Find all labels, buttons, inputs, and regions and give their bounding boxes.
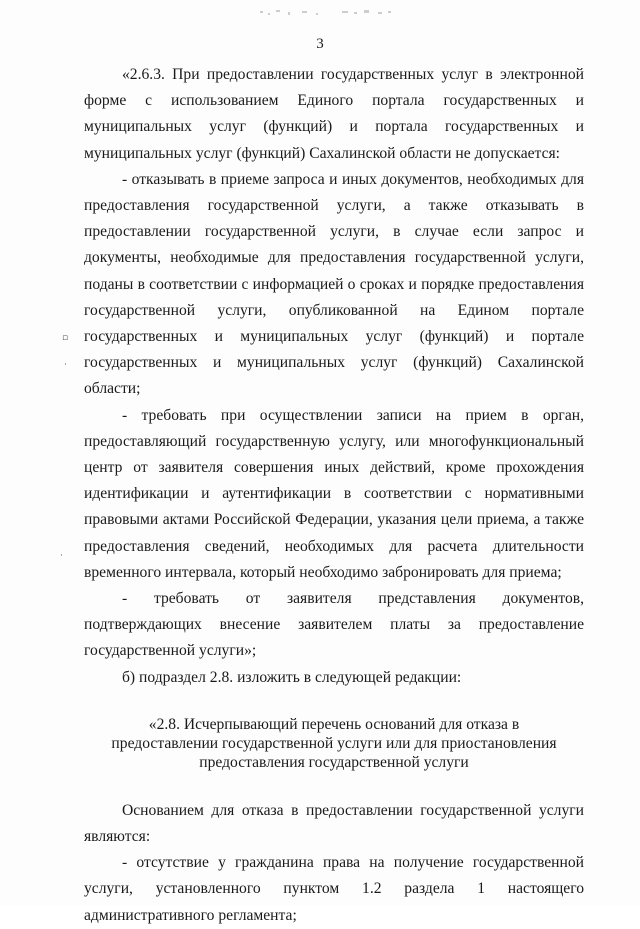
page-number: 3 — [316, 36, 324, 52]
paragraph-refusal-grounds: Основанием для отказа в предоставлении государственной услуги являются: — [84, 801, 584, 846]
paragraph-2-6-3: «2.6.3. При предоставлении государственных услуг в электронной форме с использованием Единого портала государственных и муниципальных услуг (функций) и портала государственных и муниципальных услуг (функций) Сахалинской области не допускается: — [84, 66, 584, 162]
document-body — [84, 62, 584, 929]
margin-mark: · — [64, 360, 67, 370]
margin-mark: ▫ — [62, 333, 69, 343]
paragraph-item-payment-documents: - требовать от заявителя представления документов, подтверждающих внесение заявителем платы за предоставление государственной услуги»; — [84, 590, 584, 660]
paragraph-item-no-right: - отсутствие у гражданина права на получение государственной услуги, установленного пунктом 1.2 раздела 1 настоящего административного регламента; — [84, 854, 584, 924]
section-heading-2-8: «2.8. Исчерпывающий перечень оснований для отказа в предоставлении государственной услуги или для приостановления предоставления государственной услуги — [111, 715, 557, 771]
paragraph-item-appointment-requirements: - требовать при осуществлении записи на прием в орган, предоставляющий государственную услугу, или многофункциональный центр от заявителя совершения иных действий, кроме прохождения идентификации и аутентификации в соответствии с нормативными правовыми актами Российской Федерации, указания цели приема, а также предоставления сведений, необходимых для расчета длительности временного интервала, который необходимо забронировать для приема; — [84, 406, 584, 581]
margin-mark: · — [60, 551, 63, 561]
scan-artifact — [258, 8, 398, 18]
paragraph-subsection-2-8-intro: б) подраздел 2.8. изложить в следующей редакции: — [122, 668, 462, 686]
paragraph-item-refuse-acceptance: - отказывать в приеме запроса и иных документов, необходимых для предоставления государственной услуги, а также отказывать в предоставлении государственной услуги, в случае если запрос и документы, необходимые для предоставления государственной услуги, поданы в соответствии с информацией о сроках и порядке предоставления государственной услуги, опубликованной на Едином портале государственных и муниципальных услуг (функций) и портале государственных и муниципальных услуг (функций) Сахалинской области; — [84, 170, 584, 398]
